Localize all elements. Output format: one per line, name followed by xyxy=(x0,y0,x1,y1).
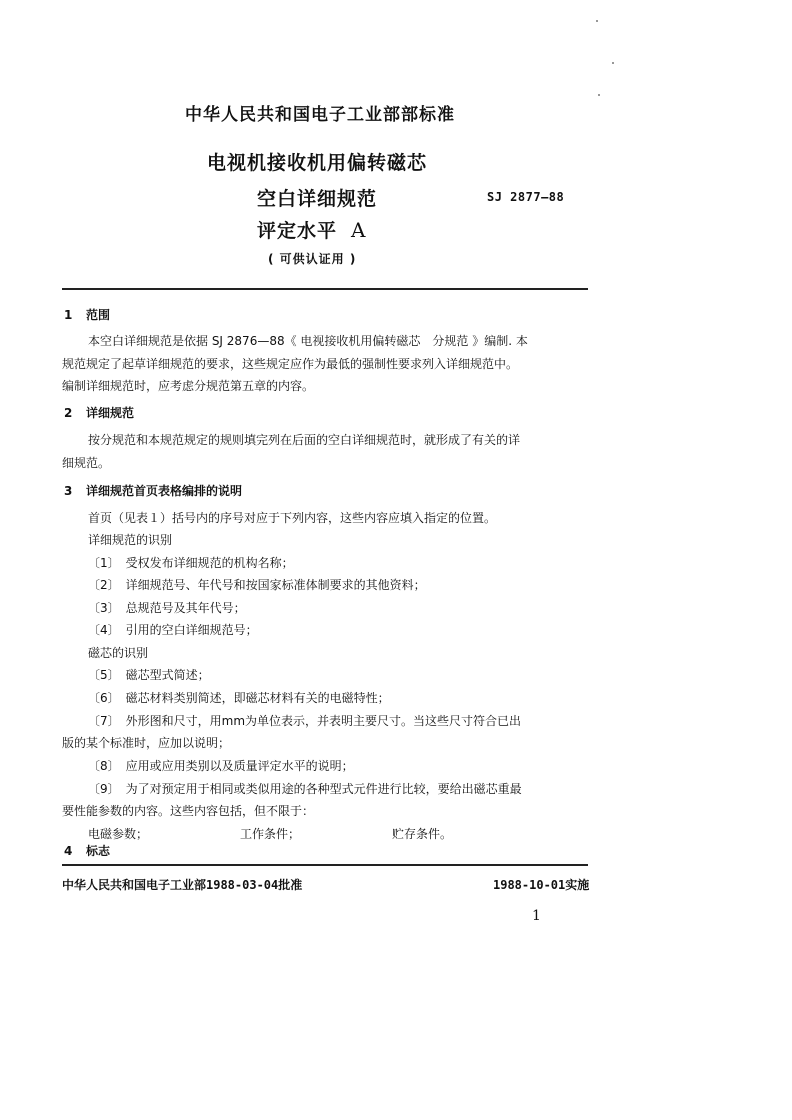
paragraph-line: 规范规定了起草详细规范的要求，这些规定应作为最低的强制性要求列入详细规范中。 xyxy=(62,357,519,371)
list-item: 〔9〕 为了对预定用于相同或类似用途的各种型式元件进行比较，要给出磁芯重最 xyxy=(88,782,522,796)
list-item-continuation: 要性能参数的内容。这些内容包括，但不限于： xyxy=(62,804,315,818)
scan-speck xyxy=(596,20,598,22)
param-electromagnetic: 电磁参数； xyxy=(88,827,149,841)
subheading-detail-spec-id: 详细规范的识别 xyxy=(88,533,173,547)
standard-code: SJ 2877—88 xyxy=(487,190,565,204)
section-heading: 2 详细规范 xyxy=(64,406,135,420)
document-title-line3 xyxy=(257,216,366,243)
list-item: 〔6〕 磁芯材料类别简述，即磁芯材料有关的电磁特性； xyxy=(88,691,390,705)
top-divider xyxy=(62,288,588,290)
list-item: 〔2〕 详细规范号、年代号和按国家标准体制要求的其他资料； xyxy=(88,578,426,592)
list-item: 〔3〕 总规范号及其年代号； xyxy=(88,601,246,615)
subheading-core-id: 磁芯的识别 xyxy=(88,646,149,660)
list-item: 〔8〕 应用或应用类别以及质量评定水平的说明； xyxy=(88,759,354,773)
document-title-line1: 电视机接收机用偏转磁芯 xyxy=(207,152,428,174)
param-working-conditions: 工作条件； xyxy=(240,827,301,841)
assessment-level: A xyxy=(351,218,367,242)
paragraph-line: 首页（见表１）括号内的序号对应于下列内容，这些内容应填入指定的位置。 xyxy=(88,511,497,525)
list-item-continuation: 版的某个标准时，应加以说明； xyxy=(62,736,231,750)
page-number: 1 xyxy=(532,908,541,924)
section-heading: 1 范围 xyxy=(64,308,111,322)
paragraph-line: 细规范。 xyxy=(62,456,111,470)
ministry-standard-title: 中华人民共和国电子工业部部标准 xyxy=(185,105,455,125)
bottom-divider xyxy=(62,864,588,866)
list-item: 〔5〕 磁芯型式简述； xyxy=(88,668,210,682)
scan-speck xyxy=(598,94,600,96)
paragraph-line: 按分规范和本规范规定的规则填完列在后面的空白详细规范时，就形成了有关的详 xyxy=(88,433,521,447)
list-item: 〔7〕 外形图和尺寸，用mm为单位表示，并表明主要尺寸。当这些尺寸符合已出 xyxy=(88,714,522,728)
assessment-label: 评定水平 xyxy=(257,220,338,242)
list-item: 〔1〕 受权发布详细规范的机构名称； xyxy=(88,556,294,570)
section-heading: 3 详细规范首页表格编排的说明 xyxy=(64,484,243,498)
approval-date: 中华人民共和国电子工业部1988-03-04批准 xyxy=(62,878,303,892)
document-title-line2: 空白详细规范 xyxy=(257,188,378,210)
paragraph-line: 本空白详细规范是依据 SJ 2876—88《 电视接收机用偏转磁芯 分规范 》编制. 本 xyxy=(88,334,528,348)
list-item: 〔4〕 引用的空白详细规范号； xyxy=(88,623,258,637)
effective-date: 1988-10-01实施 xyxy=(493,878,590,892)
paragraph-line: 编制详细规范时，应考虑分规范第五章的内容。 xyxy=(62,379,315,393)
param-storage-conditions: 贮存条件。 xyxy=(392,827,453,841)
scan-speck xyxy=(612,62,614,64)
certification-note: ( 可供认证用 ) xyxy=(268,252,357,266)
section-heading: 4 标志 xyxy=(64,844,111,858)
